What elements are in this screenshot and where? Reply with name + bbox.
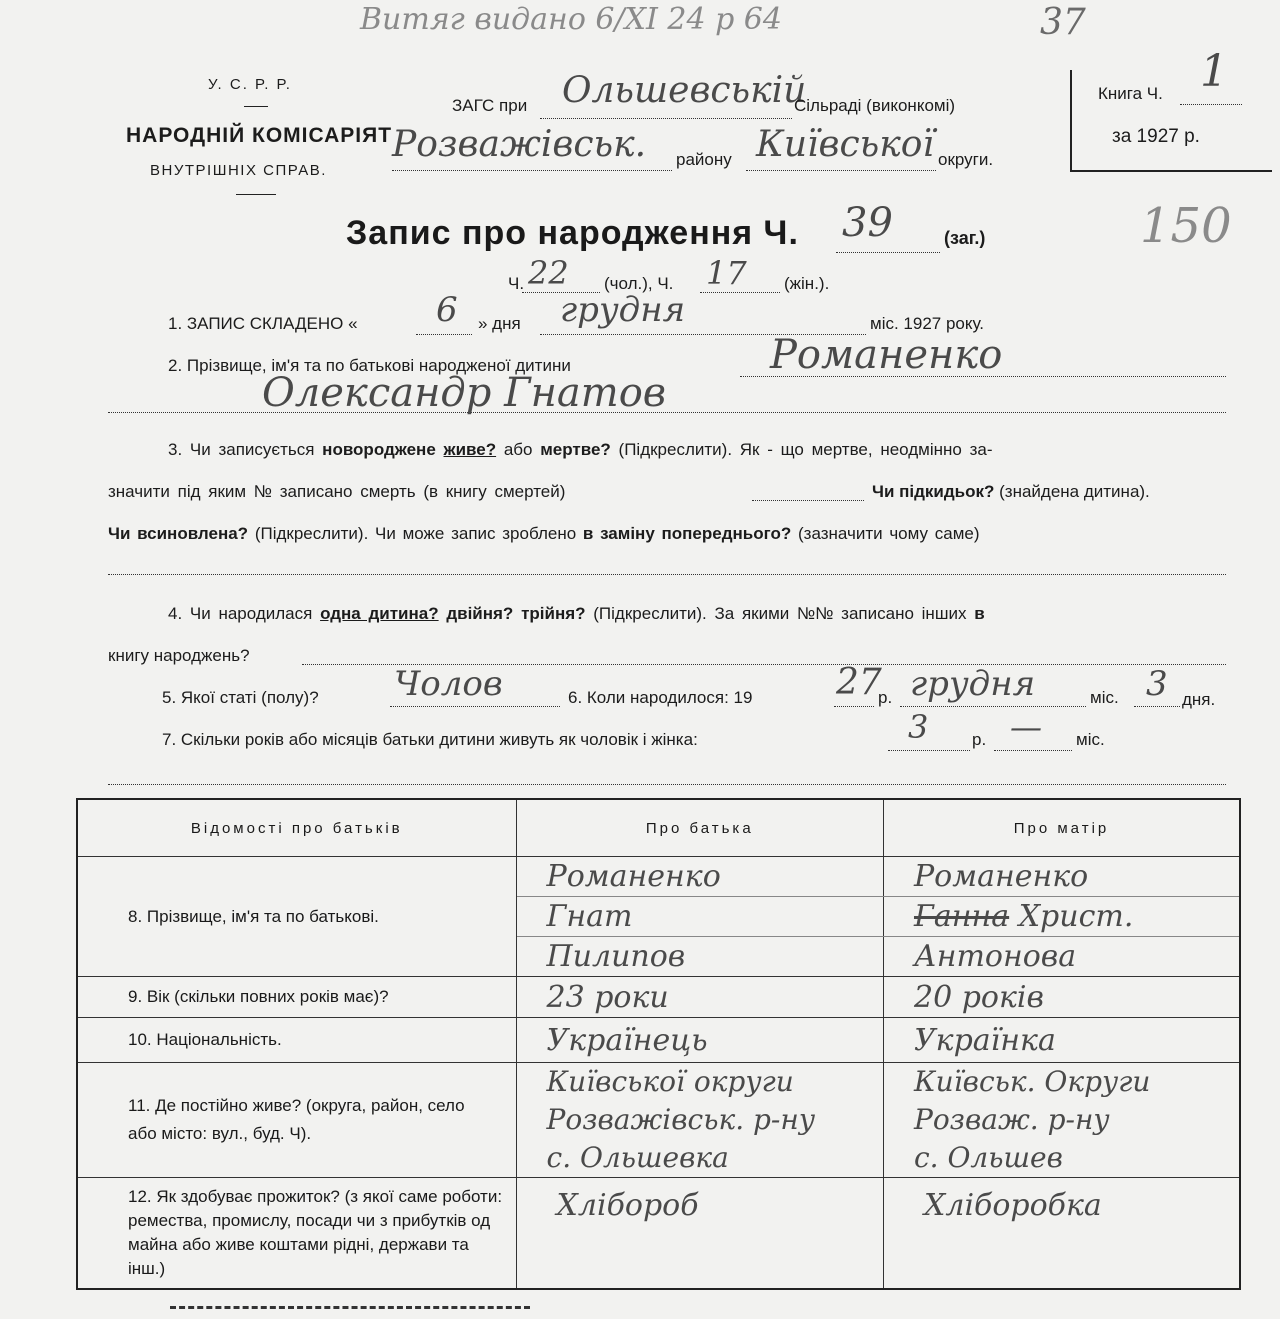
ussr-label: У. С. Р. Р. xyxy=(208,76,292,93)
q6-day-handwritten: 3 xyxy=(1146,664,1168,704)
dotted-line xyxy=(540,118,792,119)
dotted-line xyxy=(700,292,780,293)
q7-years-handwritten: 3 xyxy=(908,708,929,746)
divider xyxy=(244,106,268,107)
father-value: с. Ольшевка xyxy=(546,1141,729,1174)
dotted-line xyxy=(888,750,970,751)
table-row xyxy=(77,977,1240,1018)
table-row xyxy=(77,1018,1240,1063)
q5-label: 5. Якої статі (полу)? xyxy=(162,688,319,707)
q1-mid: » дня xyxy=(478,314,521,333)
parents-table xyxy=(76,798,1241,1290)
father-value: Гнат xyxy=(516,897,883,937)
q1-month-handwritten: грудня xyxy=(560,290,686,330)
mother-value: Романенко xyxy=(883,857,1240,897)
female-count-label: (жін.). xyxy=(784,274,830,293)
q3-option-dead: мертве? xyxy=(540,440,611,459)
q7-label: 7. Скільки років або місяців батьки дитини живуть як чоловік і жінка: xyxy=(162,730,698,749)
divider xyxy=(236,194,276,195)
dotted-line xyxy=(746,170,936,171)
mother-value: Хліборобка xyxy=(883,1178,1240,1290)
father-value: Розважівськ. р-ну xyxy=(546,1103,816,1136)
okrug-label: округи. xyxy=(938,150,994,169)
q3-line2 xyxy=(108,482,565,502)
q3-line3 xyxy=(108,524,980,544)
q5-sex-handwritten: Чолов xyxy=(394,664,503,704)
column-header: Про батька xyxy=(516,799,883,857)
book-year: за 1927 р. xyxy=(1112,126,1200,147)
q3-text: (зазначити чому саме) xyxy=(797,524,980,543)
q6-day-suffix: дня. xyxy=(1182,690,1216,709)
dotted-line xyxy=(994,750,1072,751)
q2-names-handwritten: Олександр Гнатов xyxy=(262,370,667,416)
mother-value: 20 років xyxy=(883,977,1240,1018)
book-label: Книга Ч. xyxy=(1098,84,1163,103)
father-value: 23 роки xyxy=(516,977,883,1018)
female-count-handwritten: 17 xyxy=(706,254,747,292)
record-title: Запис про народження Ч. xyxy=(346,214,799,252)
q7-years-suffix: р. xyxy=(972,730,987,749)
q6-label: 6. Коли народилося: 19 xyxy=(568,688,753,707)
father-value: Романенко xyxy=(516,857,883,897)
dotted-line xyxy=(834,706,874,707)
commissariat-label: НАРОДНІЙ КОМІСАРІЯТ xyxy=(126,124,393,147)
record-number-handwritten: 39 xyxy=(842,200,893,246)
mother-value-cell xyxy=(883,1063,1240,1178)
column-header: Про матір xyxy=(883,799,1240,857)
q1-prefix: 1. ЗАПИС СКЛАДЕНО « xyxy=(168,314,358,333)
top-scribble: Витяг видано 6/XI 24 р 64 xyxy=(360,2,782,37)
q2-surname-handwritten: Романенко xyxy=(770,332,1003,378)
column-header: Відомості про батьків xyxy=(77,799,516,857)
q1-day-handwritten: 6 xyxy=(436,290,458,330)
q4-option-triplets: трійня? xyxy=(521,604,586,623)
q3-option-alive: живе? xyxy=(443,440,497,459)
q6-year-handwritten: 27 xyxy=(836,662,882,703)
mother-value: Христ. xyxy=(1018,899,1134,934)
bottom-edge-text-fragment xyxy=(170,1306,530,1309)
table-row xyxy=(77,857,1240,897)
row-label: 8. Прізвище, ім'я та по батькові. xyxy=(77,857,516,977)
q4-text: 4. Чи народилася xyxy=(168,604,313,623)
father-value-cell xyxy=(516,1063,883,1178)
q3-option-foundling: Чи підкидьок? xyxy=(872,482,995,501)
father-value: Пилипов xyxy=(516,937,883,977)
q3-text: значити під яким № записано смерть (в книгу смертей) xyxy=(108,482,566,501)
row-label: 9. Вік (скільки повних років має)? xyxy=(77,977,516,1018)
table-row xyxy=(77,1063,1240,1178)
q3-text: (Підкреслити). Як - що мертве, неодмінно за- xyxy=(618,440,993,459)
q6-month-handwritten: грудня xyxy=(910,664,1036,704)
dotted-line xyxy=(416,334,472,335)
q3-text: (знайдена дитина). xyxy=(999,482,1150,501)
dotted-line xyxy=(752,500,864,501)
q7-months-suffix: міс. xyxy=(1076,730,1105,749)
q3-line1 xyxy=(168,440,993,460)
mother-value: с. Ольшев xyxy=(913,1141,1063,1174)
q4-line1 xyxy=(168,604,985,624)
dotted-line xyxy=(392,170,672,171)
mother-value: Київськ. Округи xyxy=(913,1065,1151,1098)
male-count-prefix: Ч. xyxy=(508,274,525,293)
father-value: Українець xyxy=(516,1018,883,1063)
q1-suffix: міс. 1927 року. xyxy=(870,314,985,333)
q4-text: (Підкреслити). За якими №№ записано інших xyxy=(593,604,967,623)
book-number-handwritten: 1 xyxy=(1200,46,1228,97)
q3-option-replacement: в заміну попереднього? xyxy=(582,524,792,543)
q6-year-suffix: р. xyxy=(878,688,893,707)
top-scribble-number: 37 xyxy=(1040,2,1086,43)
district-handwritten: Розважівськ. xyxy=(392,124,647,165)
male-count-label: (чол.), Ч. xyxy=(604,274,674,293)
mother-value: Українка xyxy=(883,1018,1240,1063)
mother-struck-value: Ганна xyxy=(913,899,1010,934)
q3-text: або xyxy=(503,440,533,459)
mother-value: Розваж. р-ну xyxy=(913,1103,1110,1136)
table-header-row xyxy=(77,799,1240,857)
dotted-line xyxy=(108,784,1226,785)
mother-value-cell xyxy=(883,897,1240,937)
q3-text: 3. Чи записується xyxy=(168,440,315,459)
q4-option-twins: двійня? xyxy=(446,604,514,623)
q4-line2: книгу народжень? xyxy=(108,646,250,665)
q3-option-adopted: Чи всиновлена? xyxy=(108,524,249,543)
zags-prefix: ЗАГС при xyxy=(452,96,528,115)
village-handwritten: Ольшевській xyxy=(562,70,807,111)
q4-text: в xyxy=(974,604,985,623)
council-label: Сільраді (виконкомі) xyxy=(794,96,956,115)
q3-option-newborn: новороджене xyxy=(322,440,436,459)
row-label: 10. Національність. xyxy=(77,1018,516,1063)
record-number-suffix: (заг.) xyxy=(944,228,986,248)
dotted-line xyxy=(390,706,560,707)
q3-text: (Підкреслити). Чи може запис зроблено xyxy=(254,524,577,543)
dotted-line xyxy=(1180,104,1242,105)
q3-line2b xyxy=(872,482,1150,502)
row-label: 12. Як здобуває прожиток? (з якої саме роботи: ремества, промислу, посади чи з прибутків од майна або живе коштами рідні, держави та інш.) xyxy=(77,1178,516,1290)
internal-affairs-label: ВНУТРІШНІХ СПРАВ. xyxy=(150,162,327,179)
male-count-handwritten: 22 xyxy=(528,254,569,292)
q2-label: 2. Прізвище, ім'я та по батькові народженої дитини xyxy=(168,356,571,375)
dotted-line xyxy=(108,574,1226,575)
mother-value: Антонова xyxy=(883,937,1240,977)
dotted-line xyxy=(900,706,1086,707)
okrug-handwritten: Київської xyxy=(756,124,934,165)
side-number: 150 xyxy=(1140,198,1232,254)
dotted-line xyxy=(1134,706,1180,707)
district-label: району xyxy=(676,150,732,169)
row-label: 11. Де постійно живе? (округа, район, село або місто: вул., буд. Ч). xyxy=(77,1063,516,1178)
table-row xyxy=(77,1178,1240,1290)
q6-month-suffix: міс. xyxy=(1090,688,1119,707)
q4-option-single: одна дитина? xyxy=(320,604,439,623)
father-value: Київської округи xyxy=(546,1065,794,1098)
dotted-line xyxy=(836,252,940,253)
q7-months-handwritten: — xyxy=(1010,708,1042,746)
father-value: Хлібороб xyxy=(516,1178,883,1290)
